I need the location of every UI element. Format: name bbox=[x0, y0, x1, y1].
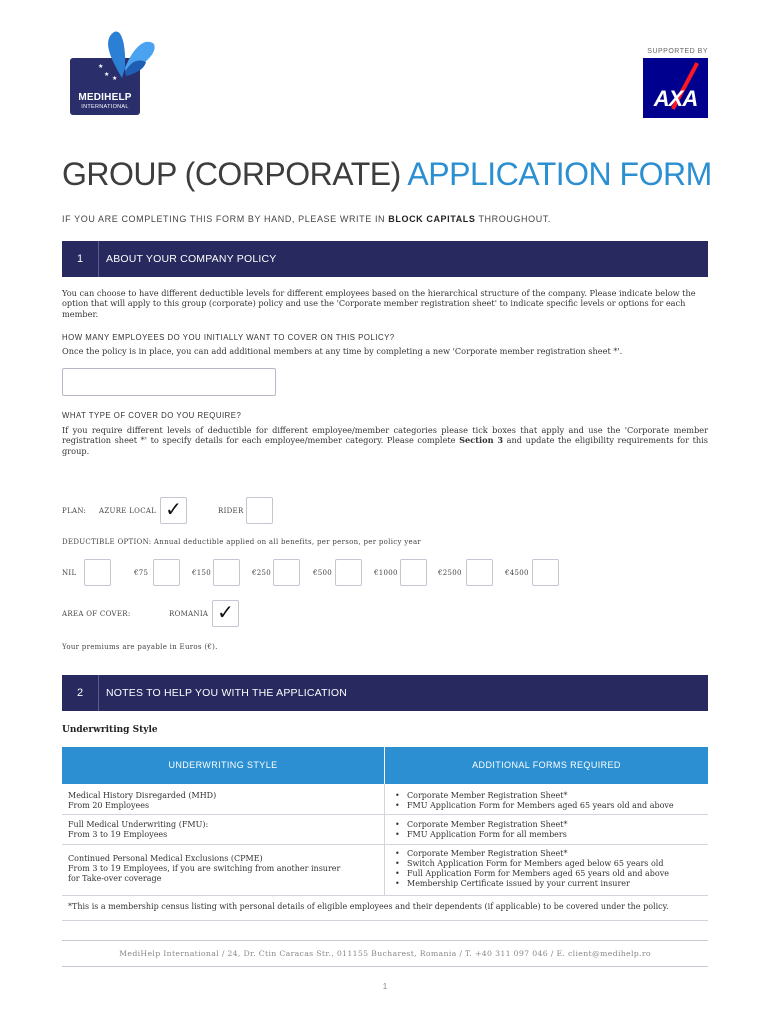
instructions bbox=[62, 214, 551, 224]
style-line: Medical History Disregarded (MHD) bbox=[68, 791, 217, 800]
area-romania-checkbox[interactable]: ✓ bbox=[212, 600, 239, 627]
employees-note: Once the policy is in place, you can add additional members at any time by completing a new 'Corporate member registration sheet *'. bbox=[62, 346, 623, 356]
cover-note-end: and update the eligibility requirements for this group. bbox=[62, 435, 709, 456]
forms-cell bbox=[392, 820, 567, 840]
table-footnote-row bbox=[62, 896, 708, 921]
deductible-option-label: €4500 bbox=[505, 569, 529, 577]
area-romania-label: ROMANIA bbox=[169, 610, 209, 618]
underwriting-style-cell bbox=[68, 854, 340, 884]
form-item: • Corporate Member Registration Sheet* bbox=[392, 791, 674, 801]
underwriting-subheading: Underwriting Style bbox=[62, 725, 158, 735]
style-line: From 3 to 19 Employees bbox=[68, 830, 168, 839]
deductible-option-label: €500 bbox=[313, 569, 333, 577]
cover-question: WHAT TYPE OF COVER DO YOU REQUIRE? bbox=[62, 411, 242, 420]
form-item: • FMU Application Form for Members aged 65 years old and above bbox=[392, 801, 674, 811]
instruction-text: IF YOU ARE COMPLETING THIS FORM BY HAND, PLEASE WRITE IN bbox=[62, 214, 389, 224]
form-item: • Full Application Form for Members aged 65 years old and above bbox=[392, 869, 669, 879]
section1-number: 1 bbox=[62, 241, 99, 277]
style-line: From 20 Employees bbox=[68, 801, 150, 810]
deductible-checkbox[interactable] bbox=[335, 559, 362, 586]
supported-by-label: SUPPORTED BY bbox=[647, 48, 708, 55]
axa-logo bbox=[643, 58, 708, 118]
axa-logo-text: AXA bbox=[653, 86, 698, 111]
svg-text:★: ★ bbox=[104, 72, 110, 78]
form-item: • FMU Application Form for all members bbox=[392, 830, 567, 840]
footer-divider-bottom bbox=[62, 966, 708, 967]
deductible-option-label: €75 bbox=[134, 569, 149, 577]
plan-rider-checkbox[interactable] bbox=[246, 497, 273, 524]
table-footnote: *This is a membership census listing with personal details of eligible employees and their dependents (if applicable) to be covered under the policy. bbox=[68, 902, 669, 911]
deductible-option-label: €1000 bbox=[374, 569, 398, 577]
form-item: • Switch Application Form for Members aged below 65 years old bbox=[392, 859, 669, 869]
logo-subtext: INTERNATIONAL bbox=[81, 104, 129, 110]
section2-label: NOTES TO HELP YOU WITH THE APPLICATION bbox=[106, 687, 347, 699]
deductible-option-label: €250 bbox=[252, 569, 272, 577]
butterfly-icon bbox=[92, 28, 158, 83]
deductible-option-label: €150 bbox=[192, 569, 212, 577]
title-part2: APPLICATION FORM bbox=[407, 156, 712, 192]
table-row bbox=[62, 845, 708, 896]
deductible-label: DEDUCTIBLE OPTION: Annual deductible applied on all benefits, per person, per policy year bbox=[62, 538, 422, 546]
instruction-bold: BLOCK CAPITALS bbox=[388, 214, 476, 224]
underwriting-style-cell bbox=[68, 791, 216, 811]
table-header-style: UNDERWRITING STYLE bbox=[168, 760, 278, 770]
employees-count-input[interactable] bbox=[62, 368, 276, 396]
page-number: 1 bbox=[382, 982, 388, 991]
underwriting-table-header bbox=[62, 747, 708, 784]
deductible-checkbox[interactable] bbox=[213, 559, 240, 586]
style-line: Continued Personal Medical Exclusions (CPME) bbox=[68, 854, 263, 863]
plan-label: PLAN: bbox=[62, 507, 87, 515]
page-title bbox=[62, 156, 712, 193]
deductible-checkbox[interactable] bbox=[466, 559, 493, 586]
plan-rider-label: RIDER bbox=[218, 507, 244, 515]
form-item: • Corporate Member Registration Sheet* bbox=[392, 820, 567, 830]
deductible-checkbox[interactable] bbox=[273, 559, 300, 586]
logo-text: MEDIHELP bbox=[78, 92, 132, 103]
table-row bbox=[62, 784, 708, 815]
table-row bbox=[62, 815, 708, 845]
footer-contact: MediHelp International / 24, Dr. Ctin Caracas Str., 011155 Bucharest, Romania / T. +40 311 097 046 / E. client@medihelp.ro bbox=[119, 949, 651, 958]
premiums-note: Your premiums are payable in Euros (€). bbox=[62, 643, 218, 651]
cover-note-text: If you require different levels of deductible for different employee/member categories please tick boxes that apply and use the 'Corporate member registration sheet *' to specify details for each employee/member category. Please complete bbox=[62, 425, 708, 446]
deductible-option-label: NIL bbox=[62, 569, 77, 577]
cover-note bbox=[62, 425, 708, 456]
footer-divider-top bbox=[62, 940, 708, 941]
form-item: • Corporate Member Registration Sheet* bbox=[392, 849, 669, 859]
section2-header bbox=[62, 675, 708, 711]
table-header-forms: ADDITIONAL FORMS REQUIRED bbox=[472, 760, 621, 770]
deductible-checkbox[interactable] bbox=[84, 559, 111, 586]
style-line: for Take-over coverage bbox=[68, 874, 162, 883]
deductible-checkbox[interactable] bbox=[400, 559, 427, 586]
section1-label: ABOUT YOUR COMPANY POLICY bbox=[106, 253, 277, 265]
section1-header bbox=[62, 241, 708, 277]
plan-azure-checkbox[interactable]: ✓ bbox=[160, 497, 187, 524]
svg-text:★: ★ bbox=[98, 64, 104, 70]
deductible-checkbox[interactable] bbox=[532, 559, 559, 586]
deductible-option-label: €2500 bbox=[438, 569, 462, 577]
title-part1: GROUP (CORPORATE) bbox=[62, 156, 408, 192]
employees-question: HOW MANY EMPLOYEES DO YOU INITIALLY WANT TO COVER ON THIS POLICY? bbox=[62, 333, 395, 342]
section1-intro: You can choose to have different deductible levels for different employees based on the hierarchical structure of the company. Please indicate below the option that will apply to this group (corporate) policy and use the 'Corporate member registration sheet' to indicate specific levels or options for each member. bbox=[62, 288, 696, 319]
style-line: From 3 to 19 Employees, if you are switching from another insurer bbox=[68, 864, 341, 873]
forms-cell bbox=[392, 849, 669, 889]
forms-cell bbox=[392, 791, 674, 811]
cover-note-bold: Section 3 bbox=[459, 435, 504, 446]
deductible-checkbox[interactable] bbox=[153, 559, 180, 586]
plan-azure-label: AZURE LOCAL bbox=[99, 507, 157, 515]
svg-text:★: ★ bbox=[112, 76, 118, 82]
section2-number: 2 bbox=[62, 675, 99, 711]
form-item: • Membership Certificate issued by your current insurer bbox=[392, 879, 669, 889]
style-line: Full Medical Underwriting (FMU): bbox=[68, 820, 209, 829]
instruction-end: THROUGHOUT. bbox=[475, 214, 552, 224]
area-label: AREA OF COVER: bbox=[62, 610, 131, 618]
underwriting-style-cell bbox=[68, 820, 208, 840]
